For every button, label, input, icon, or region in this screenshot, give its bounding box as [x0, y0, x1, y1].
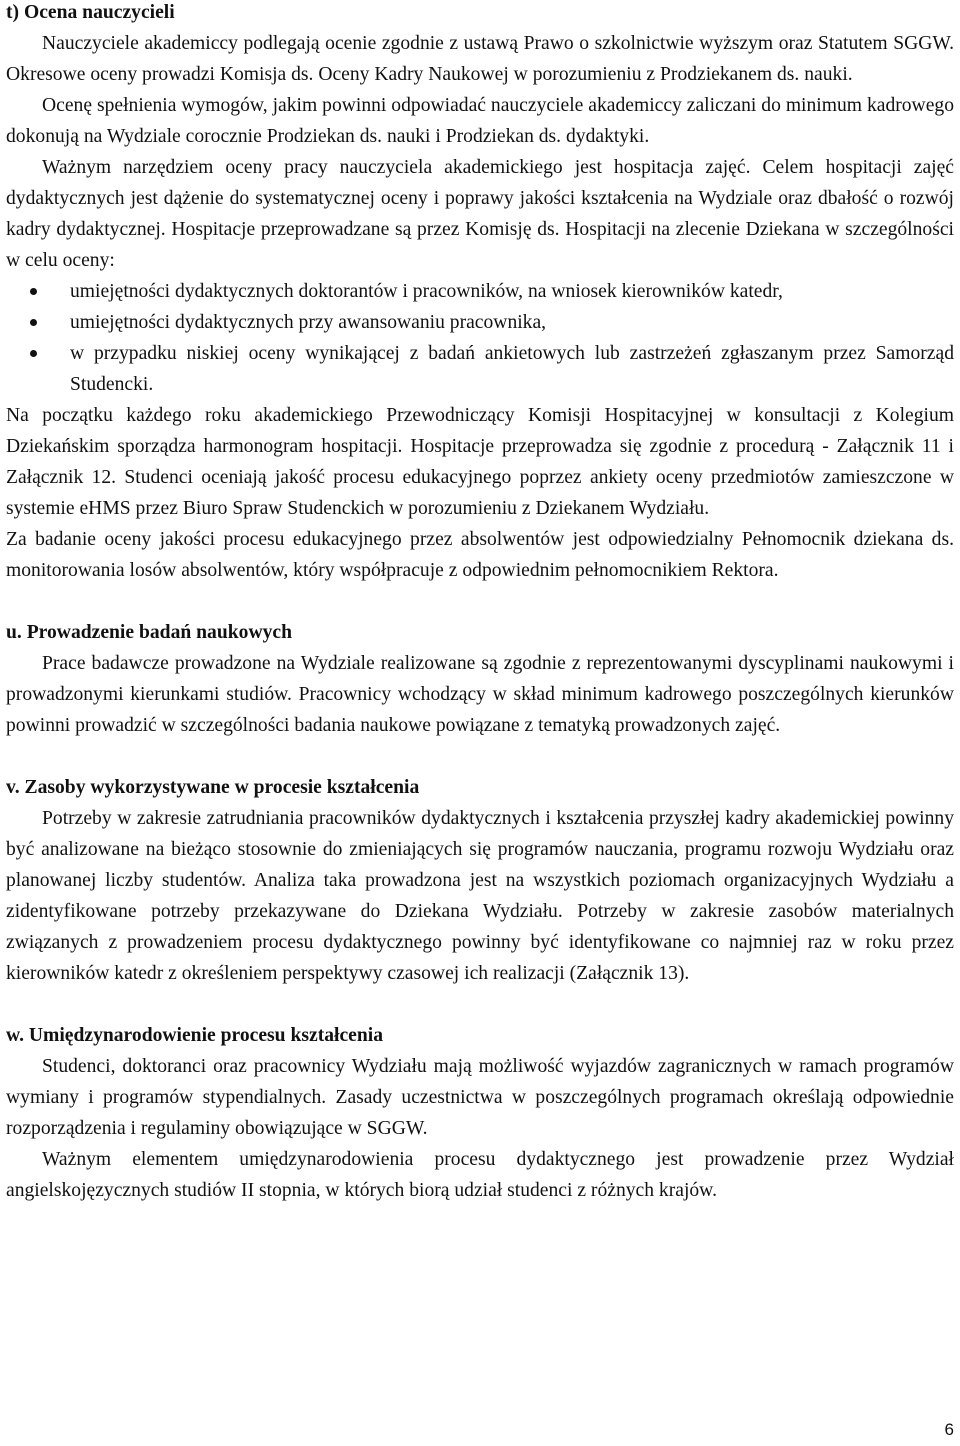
list-item-text: w przypadku niskiej oceny wynikającej z badań ankietowych lub zastrzeżeń zgłaszanym przez Samorząd Studencki. — [70, 343, 954, 395]
paragraph: Nauczyciele akademiccy podlegają ocenie zgodnie z ustawą Prawo o szkolnictwie wyższym oraz Statutem SGGW. Okresowe oceny prowadzi Komisja ds. Oceny Kadry Naukowej w porozumieniu z Prodziekanem ds. nauki. — [6, 33, 954, 85]
section-w-heading: w. Umiędzynarodowienie procesu kształcenia — [6, 1025, 383, 1046]
paragraph: Potrzeby w zakresie zatrudniania pracowników dydaktycznych i kształcenia przyszłej kadry akademickiej powinny być analizowane na bieżąco stosownie do zmieniających się programów nauczania, programu rozwoju Wydziału oraz planowanej liczby studentów. Analiza taka prowadzona jest na wszystkich poziomach organizacyjnych Wydziału a zidentyfikowane potrzeby przekazywane do Dziekana Wydziału. Potrzeby w zakresie zasobów materialnych związanych z prowadzeniem procesu dydaktycznego powinny być identyfikowane co najmniej raz w roku przez kierowników katedr z określeniem perspektywy czasowej ich realizacji (Załącznik 13). — [6, 808, 954, 984]
bullet-list — [6, 276, 954, 400]
paragraph: Studenci, doktoranci oraz pracownicy Wydziału mają możliwość wyjazdów zagranicznych w ramach programów wymiany i programów stypendialnych. Zasady uczestnictwa w poszczególnych programach określają odpowiednie rozporządzenia i regulaminy obowiązujące w SGGW. — [6, 1056, 954, 1139]
paragraph: Za badanie oceny jakości procesu edukacyjnego przez absolwentów jest odpowiedzialny Pełnomocnik dziekana ds. monitorowania losów absolwentów, który współpracuje z odpowiednim pełnomocnikiem Rektora. — [6, 529, 954, 581]
paragraph: Ważnym elementem umiędzynarodowienia procesu dydaktycznego jest prowadzenie przez Wydział angielskojęzycznych studiów II stopnia, w których biorą udział studenci z różnych krajów. — [6, 1149, 954, 1201]
list-item-text: umiejętności dydaktycznych doktorantów i pracowników, na wniosek kierowników katedr, — [70, 281, 783, 302]
section-t — [6, 0, 954, 586]
paragraph: Ocenę spełnienia wymogów, jakim powinni odpowiadać nauczyciele akademiccy zaliczani do minimum kadrowego dokonują na Wydziale corocznie Prodziekan ds. nauki i Prodziekan ds. dydaktyki. — [6, 95, 954, 147]
list-item-text: umiejętności dydaktycznych przy awansowaniu pracownika, — [70, 312, 547, 333]
document-page — [6, 0, 954, 1206]
section-v-heading: v. Zasoby wykorzystywane w procesie kształcenia — [6, 777, 420, 798]
paragraph: Na początku każdego roku akademickiego Przewodniczący Komisji Hospitacyjnej w konsultacji z Kolegium Dziekańskim sporządza harmonogram hospitacji. Hospitacje przeprowadza się zgodnie z procedurą - Załącznik 11 i Załącznik 12. Studenci oceniają jakość procesu edukacyjnego poprzez ankiety oceny przedmiotów zamieszczone w systemie eHMS przez Biuro Spraw Studenckich w porozumieniu z Dziekanem Wydziału. — [6, 405, 954, 519]
paragraph: Prace badawcze prowadzone na Wydziale realizowane są zgodnie z reprezentowanymi dyscyplinami naukowymi i prowadzonymi kierunkami studiów. Pracownicy wchodzący w skład minimum kadrowego poszczególnych kierunków powinni prowadzić w szczególności badania naukowe powiązane z tematyką prowadzonych zajęć. — [6, 653, 954, 736]
section-t-heading: t) Ocena nauczycieli — [6, 2, 175, 23]
bullet-icon — [30, 288, 37, 295]
list-item — [70, 276, 954, 307]
page-number: 6 — [944, 1420, 954, 1439]
section-u-heading: u. Prowadzenie badań naukowych — [6, 622, 292, 643]
list-item — [70, 307, 954, 338]
bullet-icon — [30, 319, 37, 326]
section-u — [6, 617, 954, 741]
section-v — [6, 772, 954, 989]
paragraph: Ważnym narzędziem oceny pracy nauczyciela akademickiego jest hospitacja zajęć. Celem hospitacji zajęć dydaktycznych jest dążenie do systematycznej oceny i poprawy jakości kształcenia na Wydziale oraz dbałość o rozwój kadry dydaktycznej. Hospitacje przeprowadzane są przez Komisję ds. Hospitacji na zlecenie Dziekana w szczególności w celu oceny: — [6, 157, 954, 271]
section-w — [6, 1020, 954, 1206]
list-item — [70, 338, 954, 400]
bullet-icon — [30, 350, 37, 357]
